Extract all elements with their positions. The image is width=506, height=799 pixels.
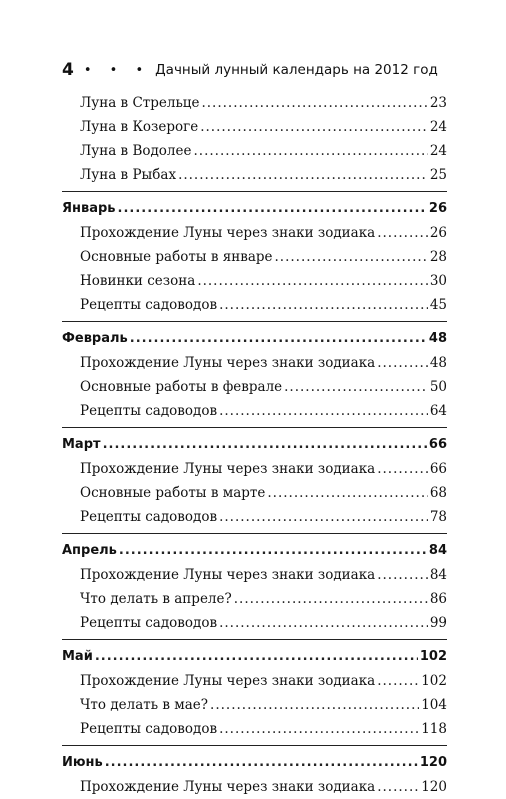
- toc-entry-page: 48: [429, 355, 447, 371]
- toc-subentry[interactable]: [62, 269, 447, 293]
- dot-leader: [377, 221, 428, 245]
- toc-entry-title: Основные работы в марте: [80, 485, 266, 501]
- toc-entry-page: 25: [429, 167, 447, 183]
- dot-leader: [197, 269, 428, 293]
- toc-subentry[interactable]: [62, 245, 447, 269]
- dot-leader: [95, 645, 418, 669]
- toc-entry-page: 66: [429, 461, 447, 477]
- toc-entry-title: Новинки сезона: [80, 273, 196, 289]
- toc-subentry[interactable]: [62, 293, 447, 317]
- dot-leader: [284, 375, 428, 399]
- book-title: Дачный лунный календарь на 2012 год: [155, 62, 438, 78]
- toc-entry-title: Рецепты садоводов: [80, 509, 218, 525]
- toc-entry-title: Март: [62, 437, 101, 452]
- section-divider: [62, 639, 447, 640]
- toc-entry-page: 45: [429, 297, 447, 313]
- toc-entry-title: Прохождение Луны через знаки зодиака: [80, 225, 376, 241]
- toc-subentry[interactable]: [62, 669, 447, 693]
- toc-entry-page: 84: [429, 567, 447, 583]
- toc-entry-title: Основные работы в январе: [80, 249, 273, 265]
- toc-chapter-entry[interactable]: [62, 751, 447, 775]
- toc-subentry[interactable]: [62, 351, 447, 375]
- toc-entry-page: 104: [421, 697, 447, 713]
- toc-entry-page: 78: [429, 509, 447, 525]
- toc-entry-page: 120: [421, 779, 447, 795]
- header-dots: • • •: [83, 62, 151, 78]
- dot-leader: [219, 399, 428, 423]
- toc-entry-title: Прохождение Луны через знаки зодиака: [80, 461, 376, 477]
- toc-entry-title: Основные работы в феврале: [80, 379, 283, 395]
- toc-chapter-entry[interactable]: [62, 539, 447, 563]
- toc-entry-page: 26: [429, 225, 447, 241]
- dot-leader: [210, 693, 419, 717]
- toc-entry-page: 99: [429, 615, 447, 631]
- dot-leader: [201, 91, 427, 115]
- toc-entry-title: Прохождение Луны через знаки зодиака: [80, 355, 376, 371]
- dot-leader: [130, 327, 427, 351]
- dot-leader: [275, 245, 428, 269]
- toc-entry-title: Апрель: [62, 543, 117, 558]
- dot-leader: [234, 587, 428, 611]
- toc-subentry[interactable]: [62, 693, 447, 717]
- toc-entry-title: Июнь: [62, 755, 103, 770]
- table-of-contents: [62, 91, 447, 799]
- toc-entry-page: 30: [429, 273, 447, 289]
- dot-leader: [377, 775, 419, 799]
- toc-entry-page: 24: [429, 119, 447, 135]
- toc-entry-title: Прохождение Луны через знаки зодиака: [80, 673, 376, 689]
- dot-leader: [377, 563, 428, 587]
- toc-subentry[interactable]: [62, 587, 447, 611]
- toc-entry-page: 24: [429, 143, 447, 159]
- toc-entry-page: 50: [429, 379, 447, 395]
- dot-leader: [178, 163, 428, 187]
- toc-chapter-entry[interactable]: [62, 327, 447, 351]
- dot-leader: [118, 197, 427, 221]
- dot-leader: [377, 669, 419, 693]
- dot-leader: [193, 139, 427, 163]
- toc-chapter-entry[interactable]: [62, 197, 447, 221]
- toc-entry-title: Май: [62, 649, 93, 664]
- section-divider: [62, 191, 447, 192]
- toc-entry-page: 120: [419, 755, 447, 770]
- toc-entry-title: Прохождение Луны через знаки зодиака: [80, 567, 376, 583]
- dot-leader: [103, 433, 427, 457]
- toc-entry-page: 86: [429, 591, 447, 607]
- toc-entry-title: Февраль: [62, 331, 128, 346]
- dot-leader: [377, 457, 428, 481]
- toc-entry-page: 118: [421, 721, 447, 737]
- toc-entry-title: Январь: [62, 201, 116, 216]
- toc-entry-page: 26: [428, 201, 447, 216]
- toc-entry-title: Рецепты садоводов: [80, 297, 218, 313]
- toc-subentry[interactable]: [62, 91, 447, 115]
- toc-entry-title: Что делать в мае?: [80, 697, 209, 713]
- toc-subentry[interactable]: [62, 457, 447, 481]
- toc-entry-page: 48: [428, 331, 447, 346]
- dot-leader: [105, 751, 418, 775]
- section-divider: [62, 745, 447, 746]
- toc-subentry[interactable]: [62, 775, 447, 799]
- dot-leader: [200, 115, 428, 139]
- dot-leader: [377, 351, 428, 375]
- dot-leader: [219, 293, 428, 317]
- toc-chapter-entry[interactable]: [62, 645, 447, 669]
- toc-subentry[interactable]: [62, 563, 447, 587]
- toc-entry-title: Луна в Рыбах: [80, 167, 177, 183]
- toc-subentry[interactable]: [62, 139, 447, 163]
- toc-entry-page: 66: [428, 437, 447, 452]
- toc-entry-page: 84: [428, 543, 447, 558]
- toc-entry-title: Прохождение Луны через знаки зодиака: [80, 779, 376, 795]
- toc-subentry[interactable]: [62, 163, 447, 187]
- toc-entry-page: 102: [419, 649, 447, 664]
- toc-entry-title: Рецепты садоводов: [80, 403, 218, 419]
- toc-entry-title: Луна в Водолее: [80, 143, 192, 159]
- toc-entry-page: 64: [429, 403, 447, 419]
- toc-subentry[interactable]: [62, 717, 447, 741]
- toc-subentry[interactable]: [62, 399, 447, 423]
- toc-subentry[interactable]: [62, 375, 447, 399]
- toc-entry-title: Луна в Козероге: [80, 119, 199, 135]
- section-divider: [62, 533, 447, 534]
- dot-leader: [119, 539, 427, 563]
- dot-leader: [219, 505, 428, 529]
- toc-subentry[interactable]: [62, 115, 447, 139]
- toc-entry-page: 68: [429, 485, 447, 501]
- toc-entry-title: Рецепты садоводов: [80, 615, 218, 631]
- toc-subentry[interactable]: [62, 505, 447, 529]
- toc-entry-title: Рецепты садоводов: [80, 721, 218, 737]
- dot-leader: [219, 611, 428, 635]
- toc-subentry[interactable]: [62, 481, 447, 505]
- toc-chapter-entry[interactable]: [62, 433, 447, 457]
- toc-entry-title: Что делать в апреле?: [80, 591, 232, 607]
- toc-entry-page: 102: [421, 673, 447, 689]
- dot-leader: [267, 481, 427, 505]
- toc-entry-page: 28: [429, 249, 447, 265]
- dot-leader: [219, 717, 419, 741]
- page-number: 4: [62, 60, 74, 80]
- toc-entry-page: 23: [429, 95, 447, 111]
- toc-subentry[interactable]: [62, 611, 447, 635]
- running-header: [62, 60, 438, 80]
- toc-entry-title: Луна в Стрельце: [80, 95, 200, 111]
- section-divider: [62, 321, 447, 322]
- toc-subentry[interactable]: [62, 221, 447, 245]
- section-divider: [62, 427, 447, 428]
